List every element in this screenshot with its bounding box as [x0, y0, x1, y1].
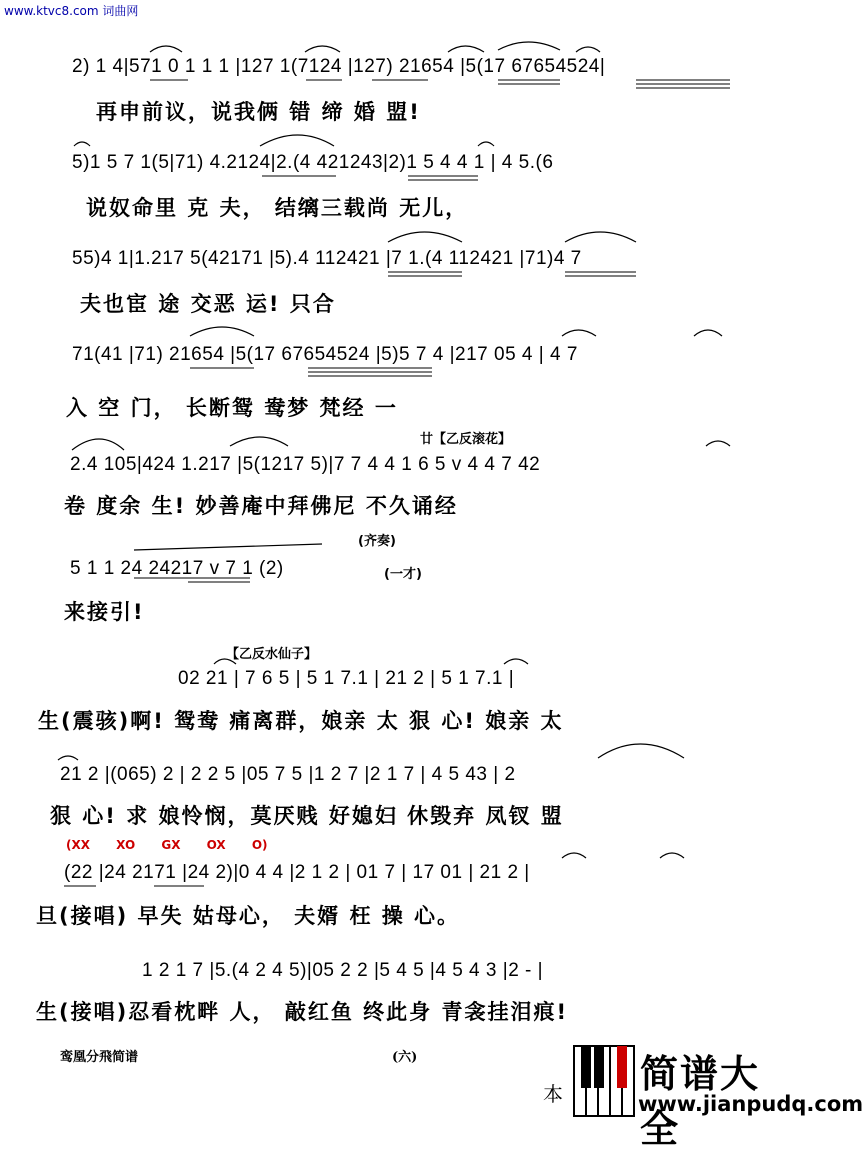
watermark-partial-char: 本	[543, 1082, 563, 1106]
slur-mark	[150, 46, 182, 52]
lyrics-row-8: 狠 心! 求 娘怜悯，莫厌贱 好媳妇 休毁弃 凤钗 盟	[50, 804, 564, 828]
slur-mark	[478, 142, 494, 146]
slur-mark	[134, 544, 322, 550]
page-number: (六)	[392, 1050, 418, 1065]
lyrics-row-9: 旦(接唱) 早失 姑母心， 夫婿 枉 操 心。	[36, 904, 461, 928]
notation-row-9: (22 |24 2171 |24 2)|0 4 4 |2 1 2 | 01 7 | 17 01 | 21 2 |	[64, 862, 530, 883]
notation-row-3: 55)4 1|1.217 5(42171 |5).4 112421 |7 1.(4 112421 |71)4 7	[72, 248, 582, 269]
slur-mark	[562, 330, 596, 336]
percussion-cues: (XX XO GX OX O)	[66, 838, 268, 852]
yicai-label: (一才)	[384, 567, 422, 582]
piano-keys-icon	[568, 1036, 638, 1120]
slur-mark	[504, 659, 528, 664]
watermark-brand: 简谱大全	[640, 1052, 761, 1151]
slur-mark	[230, 437, 288, 446]
lyrics-row-5: 卷 度余 生! 妙善庵中拜佛尼 不久诵经	[64, 494, 458, 518]
lyrics-row-2: 说奴命里 克 夫， 结缡三载尚 无儿，	[86, 196, 469, 220]
qizou-label: (齐奏)	[358, 534, 396, 549]
site-url[interactable]: www.ktvc8.com	[4, 4, 99, 18]
slur-mark	[706, 441, 730, 446]
section-prefix: 廿	[420, 432, 434, 447]
slur-mark	[260, 135, 334, 146]
notation-row-6: 5 1 1 24 24217 v 7 1 (2)	[70, 558, 284, 579]
lyrics-row-1: 再申前议，说我俩 错 缔 婚 盟!	[96, 100, 421, 124]
slur-mark	[58, 756, 78, 760]
slur-mark	[576, 47, 600, 52]
notation-row-4: 71(41 |71) 21654 |5(17 67654524 |5)5 7 4 |217 05 4 | 4 7	[72, 344, 578, 365]
slur-mark	[660, 853, 684, 858]
slur-mark	[190, 327, 254, 336]
notation-row-5: 2.4 105|424 1.217 |5(1217 5)|7 7 4 4 1 6 5 v 4 4 7 42	[70, 454, 541, 475]
slur-mark	[305, 46, 340, 52]
lyrics-row-6: 来接引!	[64, 600, 145, 624]
lyrics-row-10: 生(接唱)忍看枕畔 人， 敲红鱼 终此身 青衾挂泪痕!	[36, 1000, 569, 1024]
slur-mark	[694, 330, 722, 336]
lyrics-row-4: 入 空 门， 长断鸳 鸯梦 梵经 一	[66, 396, 398, 420]
slur-mark	[388, 232, 462, 242]
slur-mark	[214, 659, 236, 664]
section-title: 【乙反滚花】	[433, 432, 512, 447]
slur-mark	[598, 744, 684, 758]
notation-row-1: 2) 1 4|571 0 1 1 1 |127 1(7124 |127) 21654 |5(17 67654524|	[72, 56, 606, 77]
slur-mark	[448, 46, 484, 52]
notation-row-8: 21 2 |(065) 2 | 2 2 5 |05 7 5 |1 2 7 |2 1 7 | 4 5 43 | 2	[60, 764, 516, 785]
lyrics-row-3: 夫也宦 途 交恶 运! 只合	[80, 292, 336, 316]
site-name[interactable]: 词曲网	[102, 4, 139, 18]
lyrics-row-7: 生(震骇)啊! 鸳鸯 痛离群，娘亲 太 狠 心! 娘亲 太	[38, 709, 564, 733]
slur-mark	[72, 439, 124, 450]
section-label-shuixianzi: 【乙反水仙子】	[226, 647, 318, 662]
notation-row-2: 5)1 5 7 1(5|71) 4.2124|2.(4 421243|2)1 5 4 4 1 | 4 5.(6	[72, 152, 554, 173]
slur-mark	[74, 142, 90, 146]
watermark-url[interactable]: www.jianpudq.com	[638, 1092, 863, 1116]
slur-mark	[562, 853, 586, 858]
slur-mark	[565, 232, 636, 242]
score-title: 鸾凰分飛简谱	[60, 1050, 139, 1065]
notation-row-10: 1 2 1 7 |5.(4 2 4 5)|05 2 2 |5 4 5 |4 5 4 3 |2 - |	[142, 960, 544, 981]
slur-mark	[498, 42, 560, 50]
notation-row-7: 02 21 | 7 6 5 | 5 1 7.1 | 21 2 | 5 1 7.1 |	[178, 668, 515, 689]
